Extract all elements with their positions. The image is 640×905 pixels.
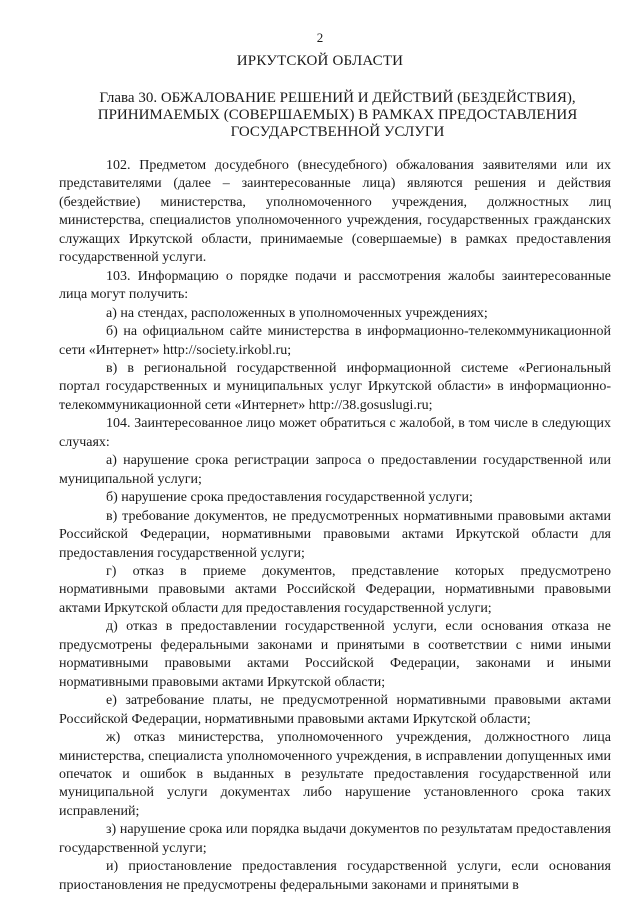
chapter-title-line: Глава 30. ОБЖАЛОВАНИЕ РЕШЕНИЙ И ДЕЙСТВИЙ (БЕЗДЕЙСТВИЯ), [99, 90, 576, 106]
list-item-103-v: в) в региональной государственной информационной системе «Региональный портал государственных и муниципальных услуг Иркутской области» в информационно-телекоммуникационной сети «Интернет» http://38.gosuslugi.ru; [59, 360, 611, 413]
document-body [59, 157, 611, 895]
list-item-104-zh: ж) отказ министерства, уполномоченного учреждения, должностного лица министерства, специалиста уполномоченного учреждения, в исправлении допущенных ими опечаток и ошибок в выданных в результате предоставления государственной или муниципальной услуги документах либо нарушение установленного срока таких исправлений; [59, 730, 611, 819]
list-item-104-z: з) нарушение срока или порядка выдачи документов по результатам предоставления государственной услуги; [59, 822, 611, 856]
list-item-103-a: а) на стендах, расположенных в уполномоченных учреждениях; [106, 305, 488, 321]
chapter-title [60, 90, 615, 141]
list-item-104-b: б) нарушение срока предоставления государственной услуги; [106, 490, 473, 506]
paragraph-104: 104. Заинтересованное лицо может обратиться с жалобой, в том числе в следующих случаях: [59, 416, 611, 450]
region-heading: ИРКУТСКОЙ ОБЛАСТИ [236, 53, 404, 69]
list-item-104-a: а) нарушение срока регистрации запроса о предоставлении государственной или муниципальной услуги; [59, 453, 611, 487]
paragraph-102: 102. Предметом досудебного (внесудебного) обжалования заявителями или их представителями (далее – заинтересованные лица) являются решения и действия (бездействие) министерства, уполномоченного учреждения, должностных лиц министерства, специалистов уполномоченного учреждения, государственных гражданских служащих Иркутской области, принимаемые (совершаемые) в рамках предоставления государственной услуги. [59, 158, 611, 266]
list-item-104-d: д) отказ в предоставлении государственной услуги, если основания отказа не предусмотрены федеральными законами и принятыми в соответствии с ними иными нормативными правовыми актами Российской Федерации, законами и иными нормативными правовыми актами Иркутской области; [59, 619, 611, 690]
chapter-title-line: ПРИНИМАЕМЫХ (СОВЕРШАЕМЫХ) В РАМКАХ ПРЕДОСТАВЛЕНИЯ [97, 107, 578, 123]
list-item-104-g: г) отказ в приеме документов, представление которых предусмотрено нормативными правовыми актами Российской Федерации, нормативными правовыми актами Иркутской области для предоставления государственной услуги; [59, 563, 611, 616]
chapter-title-line: ГОСУДАРСТВЕННОЙ УСЛУГИ [230, 124, 445, 140]
list-item-104-v: в) требование документов, не предусмотренных нормативными правовыми актами Российской Федерации, нормативными правовыми актами Иркутской области для предоставления государственной услуги; [59, 508, 611, 561]
page-number: 2 [316, 30, 324, 45]
list-item-103-b: б) на официальном сайте министерства в информационно-телекоммуникационной сети «Интернет» http://society.irkobl.ru; [59, 324, 611, 358]
paragraph-103: 103. Информацию о порядке подачи и рассмотрения жалобы заинтересованные лица могут получить: [59, 268, 611, 303]
list-item-104-e: е) затребование платы, не предусмотренной нормативными правовыми актами Российской Федерации, нормативными правовыми актами Иркутской области; [59, 693, 611, 727]
list-item-104-i: и) приостановление предоставления государственной услуги, если основания приостановления не предусмотрены федеральными законами и принятыми в [59, 859, 611, 893]
